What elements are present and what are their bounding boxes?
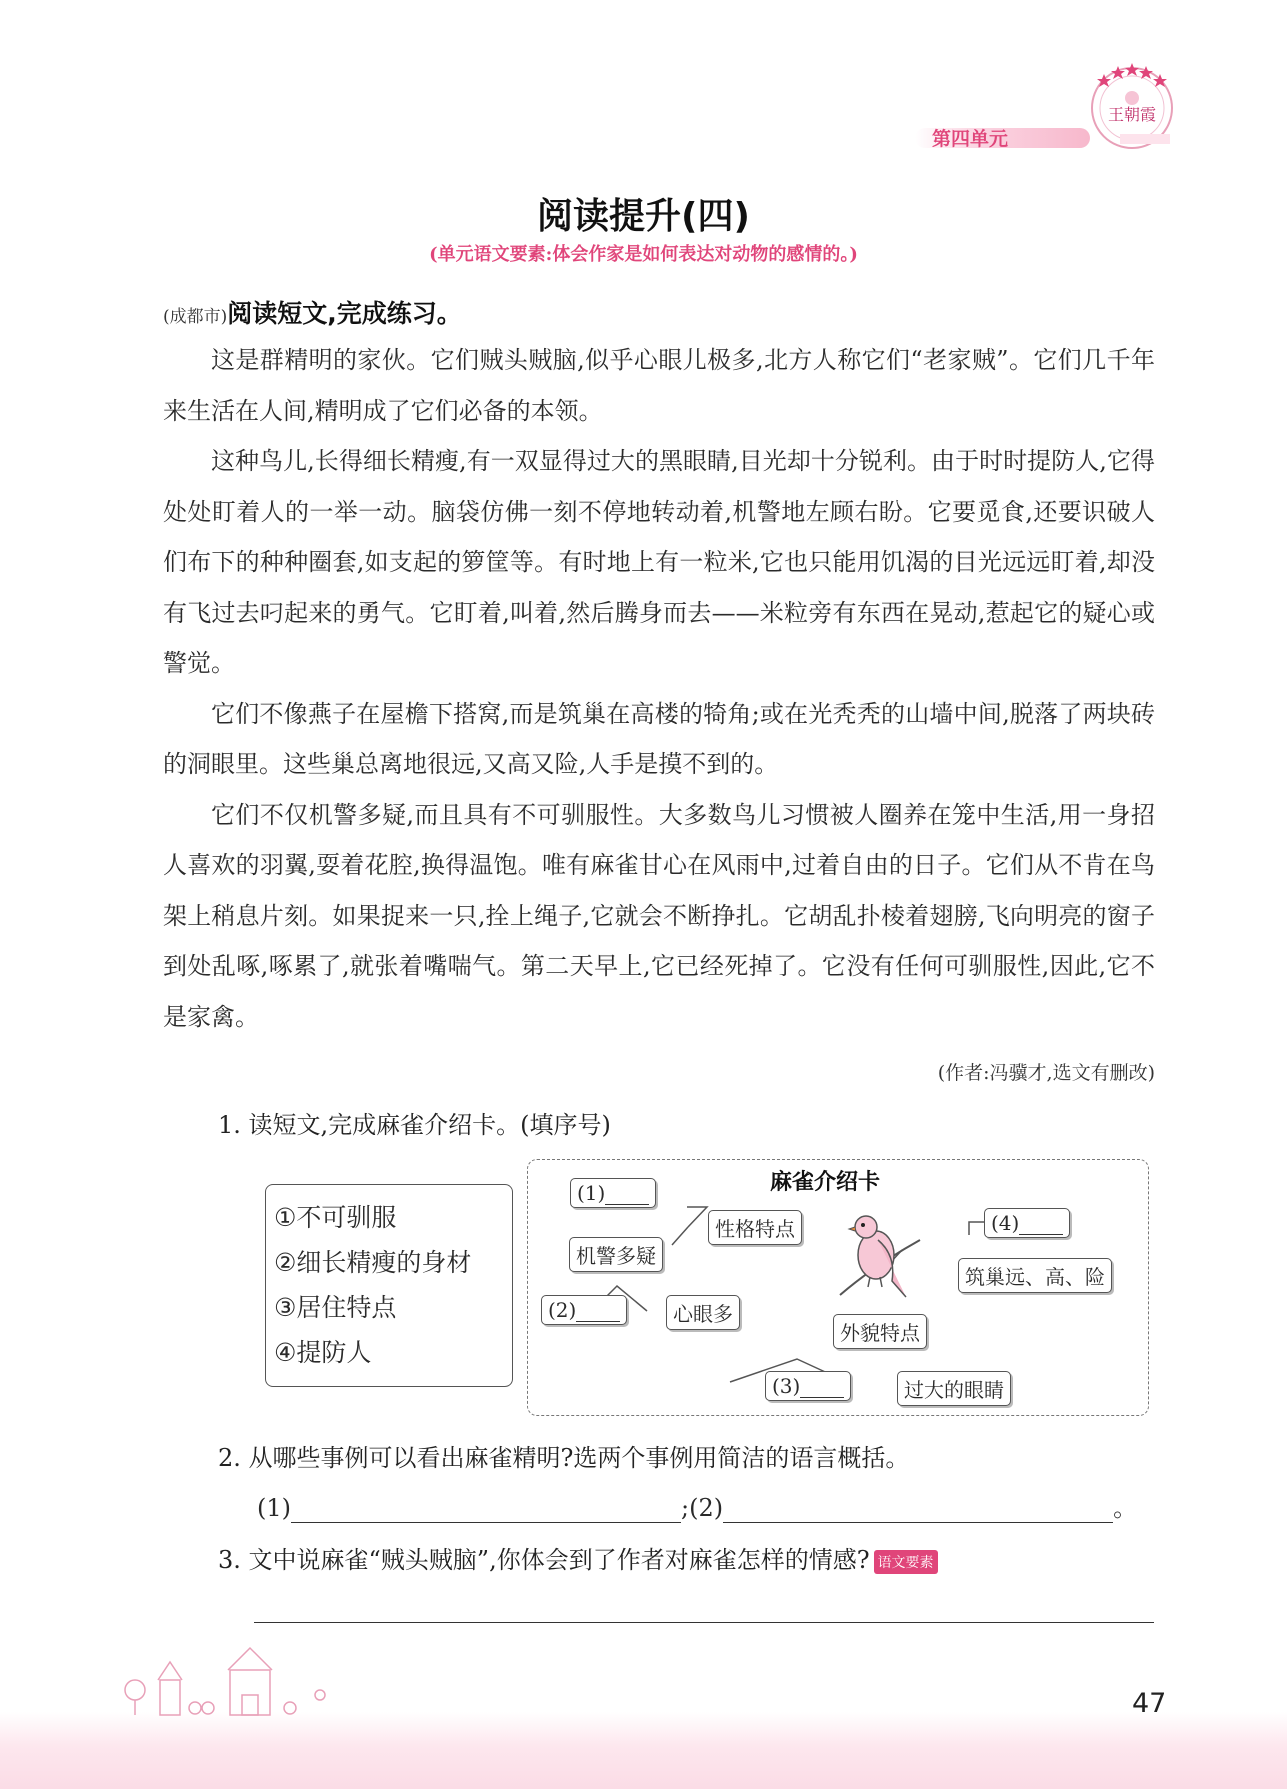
option-item: ④提防人 [274,1338,372,1367]
passage-paragraph: 它们不仅机警多疑,而且具有不可驯服性。大多数鸟儿习惯被人圈养在笼中生活,用一身招人喜欢的羽翼,耍着花腔,换得温饱。唯有麻雀甘心在风雨中,过着自由的日子。它们从不肯在鸟架上稍息片刻。如果捉来一只,拴上绳子,它就会不断挣扎。它胡乱扑棱着翅膀,飞向明亮的窗子到处乱啄,啄累了,就张着嘴喘气。第二天早上,它已经死掉了。它没有任何可驯服性,因此,它不是家禽。 [163,800,1155,1031]
author-note: (作者:冯骥才,选文有删改) [937,1062,1155,1084]
brand-logo-icon [1070,58,1195,153]
question-2-answer [257,1488,1137,1523]
eyes-node: 过大的眼睛 [897,1371,1011,1406]
personality-node: 性格特点 [708,1210,802,1245]
page-title: 阅读提升(四) [537,196,750,237]
castle-decoration-icon [120,1640,350,1720]
sparrow-icon [830,1205,930,1305]
blank-4[interactable]: (4) [984,1208,1070,1238]
unit-label: 第四单元 [932,128,1009,150]
option-item: ①不可驯服 [274,1203,397,1232]
mind-node: 心眼多 [666,1295,740,1330]
passage-paragraph: 它们不像燕子在屋檐下搭窝,而是筑巢在高楼的犄角;或在光秃秃的山墙中间,脱落了两块砖的洞眼里。这些巢总离地很远,又高又险,人手是摸不到的。 [163,699,1155,778]
instruction-source: (成都市) [163,307,228,327]
passage-paragraph: 这种鸟儿,长得细长精瘦,有一双显得过大的黑眼睛,目光却十分锐利。由于时时提防人,它得处处盯着人的一举一动。脑袋仿佛一刻不停地转动着,机警地左顾右盼。它要觅食,还要识破人们布下的种种圈套,如支起的箩筐等。有时地上有一粒米,它也只能用饥渴的目光远远盯着,却没有飞过去叼起来的勇气。它盯着,叫着,然后腾身而去——米粒旁有东西在晃动,惹起它的疑心或警觉。 [163,447,1155,677]
nest-node: 筑巢远、高、险 [958,1258,1112,1293]
answer-blank-1[interactable] [291,1496,681,1523]
footer-band [0,1712,1287,1789]
options-box [265,1184,513,1387]
alert-node: 机警多疑 [569,1237,663,1272]
reading-passage [163,335,1155,1042]
card-title: 麻雀介绍卡 [770,1170,881,1195]
page-number: 47 [1132,1688,1167,1719]
question-2: 2. 从哪些事例可以看出麻雀精明?选两个事例用简洁的语言概括。 [218,1444,910,1472]
question-1: 1. 读短文,完成麻雀介绍卡。(填序号) [218,1111,611,1139]
page-subtitle: (单元语文要素:体会作家是如何表达对动物的感情的。) [429,244,858,265]
answer-label-1: (1) [257,1494,291,1522]
option-item: ②细长精瘦的身材 [274,1248,472,1277]
passage-paragraph: 这是群精明的家伙。它们贼头贼脑,似乎心眼儿极多,北方人称它们“老家贼”。它们几千年来生活在人间,精明成了它们必备的本领。 [163,346,1155,425]
answer-end: 。 [1113,1494,1138,1522]
answer-label-2: ;(2) [681,1494,724,1522]
appearance-node: 外貌特点 [833,1314,927,1349]
blank-2[interactable]: (2) [541,1295,627,1325]
question-3 [218,1540,938,1575]
option-item: ③居住特点 [274,1293,397,1322]
answer-blank-2[interactable] [723,1496,1113,1523]
element-tag: 语文要素 [874,1550,938,1574]
blank-3[interactable]: (3) [765,1371,851,1401]
blank-1[interactable]: (1) [570,1178,656,1208]
instruction [163,294,462,330]
question-3-text: 3. 文中说麻雀“贼头贼脑”,你体会到了作者对麻雀怎样的情感? [218,1546,870,1574]
svg-text:王朝霞: 王朝霞 [1107,105,1157,124]
instruction-text: 阅读短文,完成练习。 [227,299,462,328]
answer-line[interactable] [254,1622,1154,1623]
